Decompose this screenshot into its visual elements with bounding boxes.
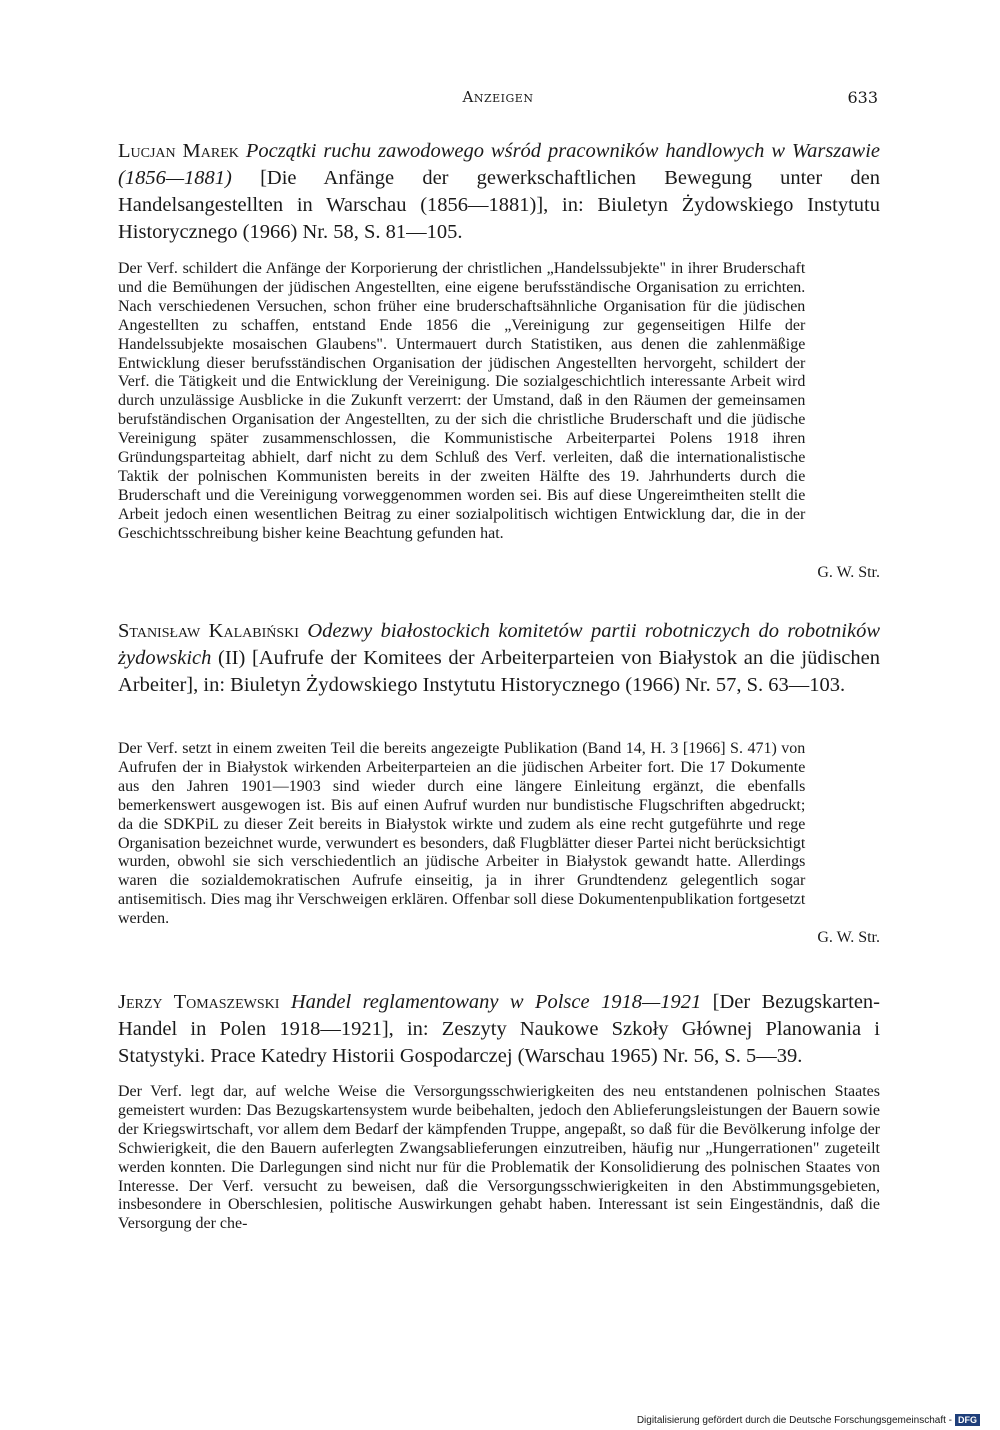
entry-review [118,1083,880,1234]
entry-heading [118,989,880,1070]
entry-author: Jerzy Tomaszewski [118,991,280,1013]
running-head [118,88,878,114]
page-number: 633 [847,88,878,107]
entry-citation: (II) [Aufrufe der Komitees der Arbeiterparteien von Białystok an die jüdischen Arbeiter], in: Biuletyn Żydowskiego Instytutu Historycznego (1966) Nr. 57, S. 63—103. [118,647,880,696]
entry-citation: [Die Anfänge der gewerkschaftlichen Bewegung unter den Handelsangestellten in Warschau (1856—1881)], in: Biuletyn Żydowskiego Instytutu Historycznego (1966) Nr. 58, S. 81—105. [118,167,880,243]
entry-author: Lucjan Marek [118,140,239,162]
reviewer-signature: G. W. Str. [817,564,880,581]
entry-title: Początki ruchu zawodowego wśród pracowników handlowych w Warszawie (1856—1881) [118,140,881,189]
digitization-footer [570,1414,980,1428]
review-text: Der Verf. legt dar, auf welche Weise die Versorgungsschwierigkeiten des neu entstandenen polnischen Staates gemeistert wurden: Das Bezugskartensystem wurde beibehalten, jedoch den Ablieferungsleistungen der Bauern sowie der Kriegswirtschaft, vor allem dem Bedarf der kämpfenden Truppe, angepaßt, so daß für die Bevölkerung infolge der Schwierigkeit, die den Bauern auferlegten Zwangsablieferungen einzutreiben, häufig nur „Hungerrationen" zugeteilt werden konnten. Die Darlegungen sind nicht nur für die Problematik der Konsolidierung des polnischen Staates von Interesse. Der Verf. versucht zu beweisen, daß die Versorgungsschwierigkeiten in den Abstimmungsgebieten, insbesondere in Oberschlesien, politische Auswirkungen gehabt haben. Interessant ist sein Eingeständnis, daß die Versorgung der che- [118,1083,880,1233]
entry-title: Odezwy białostockich komitetów partii robotniczych do robotników żydowskich [118,620,880,669]
footer-text: Digitalisierung gefördert durch die Deutsche Forschungsgemeinschaft - [636,1415,952,1426]
running-title: Anzeigen [462,88,534,106]
entry-review [118,740,880,948]
entry-heading [118,618,880,699]
entry-author: Stanisław Kalabiński [118,620,299,642]
review-text: Der Verf. setzt in einem zweiten Teil die bereits angezeigte Publikation (Band 14, H. 3 [1966] S. 471) von Aufrufen der in Białystok wirkenden Arbeiterparteien an die jüdischen Arbeiter fort. Die 17 Dokumente aus den Jahren 1901—1903 sind wieder durch eine längere Einleitung ergänzt, die ebenfalls bemerkenswert ausgewogen ist. Bis auf einen Aufruf wurden nur bundistische Flugschriften abgedruckt; da die SDKPiL zu dieser Zeit bereits in Białystok wirkte und zudem als eine recht gutgeführte und rege Organisation bezeichnet wurde, verwundert es besonders, daß Flugblätter dieser Partei nicht berücksichtigt wurden, obwohl sie sich verschiedentlich an jüdische Arbeiter in Białystok gewandt hatte. Allerdings waren die sozialdemokratischen Aufrufe einseitig, ja in ihrer Grundtendenz gelegentlich sogar antisemitisch. Dies mag ihr Verschweigen erklären. Offenbar soll diese Dokumentenpublikation fortgesetzt werden. [118,740,806,928]
entry-review [118,260,880,583]
entry-heading [118,138,880,246]
reviewer-signature: G. W. Str. [817,929,880,946]
review-text: Der Verf. schildert die Anfänge der Korporierung der christlichen „Handelssubjekte" in ihrer Bruderschaft und die Bemühungen der jüdischen Angestellten, eine eigene berufsständische Organisation zu errichten. Nach verschiedenen Versuchen, schon früher eine bruderschaftsähnliche Organisation für die jüdischen Angestellten zu schaffen, entstand Ende 1856 die „Vereinigung zur gegenseitigen Hilfe der Handelssubjekte mosaischen Glaubens". Untermauert durch Statistiken, aus denen die zahlenmäßige Entwicklung dieser berufsständischen Organisation der jüdischen Angestellten hervorgeht, schildert der Verf. die Tätigkeit und die Entwicklung der Vereinigung. Die sozialgeschichtlich interessante Arbeit wird durch unzulässige Ausblicke in die Zukunft verzerrt: der Umstand, daß in den Räumen der gemeinsamen berufständischen Organisation der Angestellten, zu der sich die christliche Bruderschaft und die jüdische Vereinigung später zusammenschlossen, die Kommunistische Arbeiterpartei Polens 1918 ihren Gründungsparteitag abhielt, darf nicht zu dem Schluß des Verf. verleiten, daß die internationalistische Taktik der polnischen Kommunisten bereits in der zweiten Hälfte des 19. Jahrhunderts durch die Bruderschaft und die Vereinigung vorweggenommen worden sei. Bis auf diese Ungereimtheiten stellt die Arbeit jedoch einen wesentlichen Beitrag zu einer sozialpolitisch wichtigen Entwicklung dar, die in der Geschichtsschreibung bisher keine Beachtung gefunden hat. [118,260,806,542]
dfg-logo-icon: DFG [955,1414,980,1426]
entry-title: Handel reglamentowany w Polsce 1918—1921 [290,991,702,1013]
entry-citation: [Der Bezugskarten-Handel in Polen 1918—1921], in: Zeszyty Naukowe Szkoły Głównej Planowania i Statystyki. Prace Katedry Historii Gospodarczej (Warschau 1965) Nr. 56, S. 5—39. [118,991,880,1067]
